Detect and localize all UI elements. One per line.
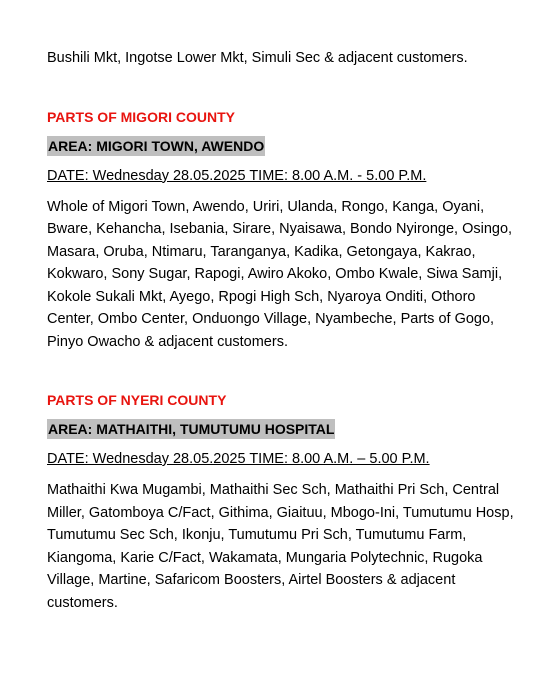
area-heading: AREA: MIGORI TOWN, AWENDO: [48, 137, 265, 154]
intro-paragraph: Bushili Mkt, Ingotse Lower Mkt, Simuli Sec & adjacent customers.: [47, 50, 468, 66]
nyeri-section: [47, 389, 517, 614]
migori-section: [47, 106, 517, 354]
affected-areas-paragraph: Whole of Migori Town, Awendo, Uriri, Ulanda, Rongo, Kanga, Oyani, Bware, Kehancha, Isebania, Sirare, Nyaisawa, Bondo Nyironge, Osingo, Masara, Oruba, Ntimaru, Taranganya, Kadika, Getongaya, Kakrao, Kokwaro, Sony Sugar, Rapogi, Awiro Akoko, Ombo Kwale, Siwa Samji, Kokole Sukali Mkt, Ayego, Rpogi High Sch, Nyaroya Onditi, Othoro Center, Ombo Center, Onduongo Village, Nyambeche, Parts of Gogo, Pinyo Owacho & adjacent customers.: [47, 198, 513, 350]
county-heading: PARTS OF MIGORI COUNTY: [47, 108, 235, 125]
affected-areas-paragraph: Mathaithi Kwa Mugambi, Mathaithi Sec Sch, Mathaithi Pri Sch, Central Miller, Gatomboya C/Fact, Githima, Giaituu, Mbogo-Ini, Tumutumu Hosp, Tumutumu Sec Sch, Ikonju, Tumutumu Pri Sch, Tumutumu Farm, Kiangoma, Karie C/Fact, Wakamata, Mungaria Polytechnic, Rugoka Village, Martine, Safaricom Boosters, Airtel Boosters & adjacent customers.: [47, 482, 514, 611]
date-time-line: DATE: Wednesday 28.05.2025 TIME: 8.00 A.M. – 5.00 P.M.: [47, 451, 430, 467]
document-page: [47, 47, 517, 614]
county-heading: PARTS OF NYERI COUNTY: [47, 392, 227, 408]
date-time-line: DATE: Wednesday 28.05.2025 TIME: 8.00 A.M. - 5.00 P.M.: [47, 167, 427, 184]
area-heading: AREA: MATHAITHI, TUMUTUMU HOSPITAL: [48, 421, 335, 437]
